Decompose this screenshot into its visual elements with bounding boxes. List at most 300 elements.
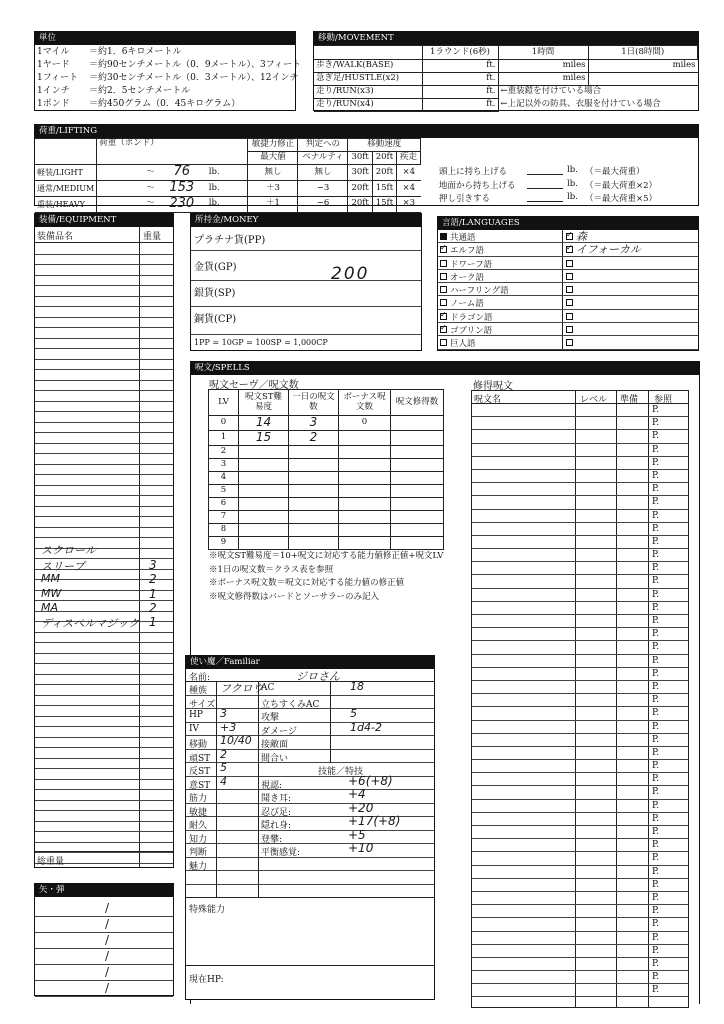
language-row (438, 270, 698, 283)
familiar-skill-value[interactable]: +10 (348, 841, 374, 855)
equipment-line (35, 338, 173, 339)
known-spell-row[interactable] (472, 786, 688, 799)
equipment-col-name: 装備品名 (37, 232, 74, 242)
lifting-unit: lb. (207, 165, 248, 181)
familiar-skill-value[interactable]: +4 (348, 787, 366, 801)
spell-dc[interactable] (239, 510, 289, 523)
spell-known[interactable] (391, 445, 444, 458)
spell-save-table (208, 389, 444, 550)
language-checkbox-custom[interactable] (566, 260, 573, 267)
known-spell-row[interactable] (472, 958, 688, 971)
movement-hour-unit[interactable]: miles (498, 73, 588, 86)
known-spell-page-prefix: P. (652, 747, 660, 758)
known-spell-row[interactable] (472, 800, 688, 813)
lift-note-label: 頭上に持ち上げる (439, 167, 508, 177)
familiar-ability-label: 魅力 (189, 861, 208, 872)
known-col-prep: 準備 (620, 395, 639, 405)
known-spell-page-prefix: P. (652, 536, 660, 547)
familiar-header: 使い魔／Familiar (186, 656, 434, 669)
known-spell-page-prefix: P. (652, 655, 660, 666)
lifting-col-check2: ペナルティ (298, 152, 348, 165)
known-spell-row[interactable] (472, 628, 688, 641)
spell-dc[interactable] (239, 497, 289, 510)
equipment-item-weight[interactable]: 3 (149, 558, 157, 572)
familiar-skill-label: 平衡感覚: (261, 848, 301, 858)
known-spell-row[interactable] (472, 945, 688, 958)
equipment-item-name[interactable]: スリープ (41, 560, 85, 573)
familiar-row (186, 858, 434, 872)
lifting-run: ×3 (397, 196, 421, 212)
movement-day-unit[interactable]: miles (588, 60, 698, 73)
familiar-divider (216, 682, 217, 898)
spell-known[interactable] (391, 416, 444, 431)
lifting-table (35, 138, 421, 213)
familiar-left-label: 種族 (189, 686, 208, 696)
lifting-speed-30: 30ft (348, 152, 372, 165)
known-spell-page-prefix: P. (652, 589, 660, 600)
known-spell-page-prefix: P. (652, 879, 660, 890)
language-checkbox-custom[interactable] (566, 286, 573, 293)
units-name: 1フィート (37, 73, 79, 83)
known-spell-page-prefix: P. (652, 510, 660, 521)
spell-known[interactable] (391, 510, 444, 523)
known-spell-row[interactable] (472, 589, 688, 602)
known-spells-title: 修得呪文 (473, 381, 513, 392)
equipment-header: 装備/EQUIPMENT (35, 214, 173, 227)
language-checkbox-custom[interactable] (566, 273, 573, 280)
lifting-check: 無し (298, 165, 348, 181)
known-spell-row[interactable] (472, 575, 688, 588)
equipment-line (35, 296, 173, 297)
known-spell-row[interactable] (472, 536, 688, 549)
known-spell-row[interactable] (472, 813, 688, 826)
spell-bonus[interactable] (339, 445, 391, 458)
spell-row (209, 523, 444, 536)
lift-note-formula: （＝最大荷重×2） (585, 180, 658, 191)
units-row (37, 85, 293, 98)
language-checkbox[interactable] (440, 286, 447, 293)
units-header: 単位 (35, 32, 295, 45)
movement-col-round: 1ラウンド(6秒) (422, 46, 498, 60)
language-checkbox-custom[interactable] (566, 313, 573, 320)
equipment-line (35, 380, 173, 381)
familiar-skill-value[interactable]: +5 (348, 827, 366, 842)
units-row (37, 59, 302, 72)
equipment-item-name[interactable]: スクロール (41, 544, 96, 557)
lifting-col-dex2: 最大値 (248, 152, 298, 165)
spell-known[interactable] (391, 536, 444, 549)
lifting-section (34, 124, 699, 211)
known-spell-page-prefix: P. (652, 418, 660, 429)
known-spell-row[interactable] (472, 404, 688, 417)
spell-dc[interactable] (239, 484, 289, 497)
lifting-run: ×4 (397, 165, 421, 181)
known-spell-page-prefix: P. (652, 958, 660, 969)
lifting-speed20: 15ft (372, 196, 396, 212)
known-spell-row[interactable] (472, 734, 688, 747)
lifting-check: −3 (298, 180, 348, 196)
familiar-row (186, 885, 434, 899)
units-value: ＝約30センチメートル（0．3メートル）、12インチ (89, 73, 299, 83)
ammo-row[interactable] (35, 917, 173, 933)
familiar-right-value[interactable]: 5 (350, 707, 357, 720)
movement-round-unit[interactable]: ft. (422, 99, 498, 112)
known-spell-row[interactable] (472, 747, 688, 760)
equipment-line (35, 495, 173, 496)
spell-dc[interactable] (239, 523, 289, 536)
language-checkbox-custom[interactable] (566, 233, 573, 240)
known-spell-row[interactable] (472, 892, 688, 905)
known-spell-row[interactable] (472, 549, 688, 562)
equipment-line (35, 831, 173, 832)
ammo-section (34, 883, 174, 996)
ammo-row[interactable] (35, 933, 173, 949)
spell-perday[interactable] (289, 445, 339, 458)
lifting-row (35, 196, 421, 212)
spell-bonus[interactable] (339, 484, 391, 497)
known-spell-page-prefix: P. (652, 576, 660, 587)
lifting-row (35, 180, 421, 196)
language-checkbox[interactable] (440, 326, 447, 333)
spell-dc[interactable] (239, 471, 289, 484)
known-spell-page-prefix: P. (652, 774, 660, 785)
spell-known[interactable] (391, 430, 444, 445)
known-spell-row[interactable] (472, 866, 688, 879)
ammo-row[interactable] (35, 949, 173, 965)
equipment-line (35, 432, 173, 433)
units-name: 1ポンド (37, 99, 70, 109)
movement-round-unit[interactable]: ft. (422, 86, 498, 99)
equipment-line (35, 506, 173, 507)
equipment-section (34, 213, 174, 868)
familiar-name-value[interactable]: ジロさん (296, 670, 340, 683)
lifting-col-weight: 荷重（ポンド） (97, 139, 248, 165)
familiar-skill-label: 視認: (261, 780, 283, 791)
spell-bonus[interactable] (339, 536, 391, 549)
known-spell-row[interactable] (472, 562, 688, 575)
language-checkbox[interactable] (440, 246, 447, 253)
lifting-weight-value[interactable]: 153 (157, 180, 207, 196)
spell-known[interactable] (391, 497, 444, 510)
spell-known[interactable] (391, 458, 444, 471)
lifting-dex: ＋3 (248, 180, 298, 196)
known-spell-row[interactable] (472, 879, 688, 892)
lift-note-blank[interactable] (527, 188, 563, 189)
language-checkbox-custom[interactable] (566, 246, 573, 253)
language-row (438, 336, 698, 349)
familiar-stats (186, 682, 434, 898)
language-checkbox[interactable] (440, 233, 447, 240)
language-checkbox[interactable] (440, 313, 447, 320)
spell-note: ※ボーナス呪文数＝呪文に対応する能力値の修正値 (209, 578, 405, 588)
units-value: ＝約90センチメートル（0．9メートル）、3フィート (89, 60, 302, 70)
equipment-item-name[interactable]: MA (41, 601, 59, 614)
language-checkbox[interactable] (440, 299, 447, 306)
known-spell-row[interactable] (472, 523, 688, 536)
known-spell-page-prefix: P. (652, 721, 660, 732)
spell-bonus[interactable] (339, 497, 391, 510)
spell-perday[interactable] (289, 536, 339, 549)
spell-dc[interactable] (239, 458, 289, 471)
familiar-skill-value[interactable]: +6(+8) (348, 773, 393, 788)
equipment-item-weight[interactable]: 1 (149, 615, 157, 629)
known-spell-row[interactable] (472, 852, 688, 865)
ammo-slash-icon: / (105, 965, 110, 979)
units-value: ＝約1．6キロメートル (89, 47, 182, 57)
ammo-header: 矢・弾 (35, 884, 173, 897)
spell-row (209, 471, 444, 484)
spell-perday[interactable] (289, 523, 339, 536)
spell-bonus[interactable] (339, 523, 391, 536)
equipment-line (35, 369, 173, 370)
language-checkbox-custom[interactable] (566, 326, 573, 333)
spell-bonus[interactable] (339, 471, 391, 484)
equipment-item-name[interactable]: ディスペルマジック (41, 617, 140, 630)
movement-round-unit[interactable]: ft. (422, 60, 498, 73)
equipment-line (35, 674, 173, 675)
equipment-line (35, 737, 173, 738)
known-spell-row[interactable] (472, 773, 688, 786)
familiar-skill-value[interactable]: +20 (348, 800, 374, 815)
language-custom-label[interactable]: 森 (576, 230, 587, 243)
known-col-name: 呪文名 (474, 395, 502, 405)
equipment-item-weight[interactable]: 2 (149, 572, 157, 586)
known-spells-table (471, 390, 689, 1008)
money-header: 所持金/MONEY (191, 214, 421, 227)
known-spell-page-prefix: P. (652, 761, 660, 772)
spell-perday[interactable] (289, 484, 339, 497)
lift-note-row (439, 179, 697, 193)
familiar-left-label: 反ST (189, 767, 211, 777)
units-name: 1インチ (37, 86, 70, 96)
known-spell-row[interactable] (472, 510, 688, 523)
known-spell-row[interactable] (472, 655, 688, 668)
spell-col-dc: 呪文ST難易度 (239, 390, 289, 416)
language-label: ゴブリン語 (450, 326, 493, 337)
known-spell-row[interactable] (472, 470, 688, 483)
lifting-speed30: 20ft (348, 180, 372, 196)
spell-perday[interactable]: 3 (289, 416, 339, 431)
familiar-right-value[interactable]: 1d4-2 (350, 720, 382, 734)
spell-lv: 1 (209, 430, 239, 445)
known-spell-row[interactable] (472, 694, 688, 707)
ammo-row[interactable] (35, 965, 173, 981)
known-spell-page-prefix: P. (652, 484, 660, 495)
money-gp-value[interactable]: 200 (331, 264, 370, 284)
spell-bonus[interactable] (339, 510, 391, 523)
familiar-skill-label: 聞き耳: (261, 794, 292, 804)
equipment-line (35, 810, 173, 811)
spell-perday[interactable]: 2 (289, 430, 339, 445)
known-spell-row[interactable] (472, 681, 688, 694)
movement-hour-unit[interactable]: miles (498, 60, 588, 73)
known-spell-row[interactable] (472, 417, 688, 430)
familiar-left-value[interactable]: フクロウ (220, 682, 264, 695)
spell-save-title: 呪文セーヴ／呪文数 (209, 380, 299, 391)
lift-note-blank[interactable] (527, 174, 563, 175)
spell-lv: 2 (209, 445, 239, 458)
spell-dc[interactable]: 15 (239, 430, 289, 445)
spell-dc[interactable] (239, 445, 289, 458)
spell-perday[interactable] (289, 510, 339, 523)
known-spell-row[interactable] (472, 707, 688, 720)
spell-dc[interactable]: 14 (239, 416, 289, 431)
language-checkbox[interactable] (440, 260, 447, 267)
ammo-row[interactable] (35, 981, 173, 997)
language-checkbox[interactable] (440, 339, 447, 346)
movement-row (314, 86, 698, 99)
language-label: ドラゴン語 (450, 312, 493, 323)
known-spell-row[interactable] (472, 984, 688, 997)
known-spell-page-prefix: P. (652, 985, 660, 996)
known-spell-page-prefix: P. (652, 827, 660, 837)
known-spell-row[interactable] (472, 483, 688, 496)
language-label: 共通語 (450, 233, 476, 243)
spell-known[interactable] (391, 484, 444, 497)
lifting-speed-20: 20ft (372, 152, 396, 165)
lifting-tilde: ～ (97, 196, 157, 212)
spell-lv: 6 (209, 497, 239, 510)
known-spell-row[interactable] (472, 826, 688, 839)
ammo-slash-icon: / (105, 949, 110, 963)
spell-bonus[interactable] (339, 458, 391, 471)
lifting-col-speed: 移動速度 (348, 139, 421, 152)
known-spell-page-prefix: P. (652, 813, 660, 824)
lifting-unit: lb. (207, 196, 248, 212)
equipment-item-weight[interactable]: 2 (149, 601, 157, 615)
familiar-right-value[interactable]: 18 (350, 680, 364, 693)
ammo-slash-icon: / (105, 901, 110, 915)
familiar-left-value[interactable]: 10/40 (220, 734, 252, 747)
known-spell-row[interactable] (472, 641, 688, 654)
equipment-line (35, 327, 173, 328)
spell-row (209, 458, 444, 471)
movement-header: 移動/MOVEMENT (314, 32, 698, 45)
language-row (438, 283, 698, 296)
movement-row (314, 73, 698, 86)
equipment-line (35, 821, 173, 822)
language-checkbox-custom[interactable] (566, 339, 573, 346)
spell-known[interactable] (391, 471, 444, 484)
equipment-item-name[interactable]: MW (41, 587, 62, 600)
spell-perday[interactable] (289, 471, 339, 484)
known-spell-row[interactable] (472, 602, 688, 615)
lifting-dex: ＋1 (248, 196, 298, 212)
movement-day-unit[interactable] (588, 73, 698, 86)
movement-label: 走り/RUN(x3) (314, 86, 422, 99)
known-spell-row[interactable] (472, 839, 688, 852)
known-spell-row[interactable] (472, 430, 688, 443)
equipment-line (35, 779, 173, 780)
known-col-level: レベル (580, 395, 608, 405)
spell-row (209, 430, 444, 445)
known-spell-row[interactable] (472, 721, 688, 734)
equipment-line (35, 758, 173, 759)
spell-bonus[interactable] (339, 430, 391, 445)
equipment-line (35, 411, 173, 412)
language-label: ノーム語 (450, 299, 484, 310)
familiar-skill-label: 忍び足: (261, 807, 292, 818)
spell-note: ※呪文ST難易度＝10+呪文に対応する能力値修正値+呪文LV (209, 551, 444, 561)
lift-note-blank[interactable] (527, 201, 563, 202)
lifting-row (35, 165, 421, 181)
equipment-item-weight[interactable]: 1 (149, 587, 157, 601)
ammo-lines (35, 897, 173, 995)
familiar-left-value[interactable]: 4 (220, 774, 227, 788)
familiar-right-label: 立ちすくみAC (261, 699, 320, 710)
known-spell-row[interactable] (472, 760, 688, 773)
known-spell-page-prefix: P. (652, 695, 660, 706)
ammo-row[interactable] (35, 901, 173, 917)
known-spell-row[interactable] (472, 444, 688, 457)
equipment-line (35, 768, 173, 769)
known-spell-page-prefix: P. (652, 892, 660, 903)
spell-perday[interactable] (289, 458, 339, 471)
language-checkbox[interactable] (440, 273, 447, 280)
equipment-item-name[interactable]: MM (41, 572, 60, 585)
known-spell-row[interactable] (472, 905, 688, 918)
language-checkbox-custom[interactable] (566, 299, 573, 306)
familiar-section (185, 655, 435, 1000)
language-custom-label[interactable]: イフォーカル (576, 243, 641, 257)
language-row (438, 323, 698, 336)
movement-round-unit[interactable]: ft. (422, 73, 498, 86)
languages-header: 言語/LANGUAGES (438, 217, 698, 230)
language-row (438, 296, 698, 309)
known-spell-row[interactable] (472, 668, 688, 681)
spell-dc[interactable] (239, 536, 289, 549)
spell-col-known: 呪文修得数 (391, 390, 444, 416)
movement-label: 急ぎ足/HUSTLE(x2) (314, 73, 422, 86)
spell-bonus[interactable]: 0 (339, 416, 391, 431)
known-spell-row[interactable] (472, 932, 688, 945)
spell-row (209, 536, 444, 549)
lifting-weight-value[interactable]: 76 (157, 165, 207, 181)
spell-perday[interactable] (289, 497, 339, 510)
known-spell-row[interactable] (472, 615, 688, 628)
familiar-left-value[interactable]: 3 (220, 707, 227, 720)
known-spell-page-prefix: P. (652, 550, 660, 561)
familiar-skill-label: 隠れ身: (261, 821, 292, 831)
lift-note-row (439, 192, 697, 206)
equipment-line (35, 789, 173, 790)
spell-col-perday: 一日の呪文数 (289, 390, 339, 416)
lifting-weight-value[interactable]: 230 (157, 196, 207, 212)
lift-note-label: 地面から持ち上げる (439, 180, 516, 191)
familiar-skill-value[interactable]: +17(+8) (348, 814, 401, 828)
known-spell-row[interactable] (472, 918, 688, 931)
known-spell-row[interactable] (472, 971, 688, 984)
familiar-left-value[interactable]: +3 (220, 720, 237, 734)
familiar-ability-label: 耐久 (189, 821, 208, 831)
language-label: 巨人語 (450, 339, 476, 350)
spell-known[interactable] (391, 523, 444, 536)
equipment-line (35, 306, 173, 307)
units-name: 1ヤード (37, 60, 70, 70)
known-spell-rows (472, 404, 688, 997)
known-spell-row[interactable] (472, 496, 688, 509)
familiar-left-value[interactable]: 5 (220, 761, 227, 774)
spell-row (209, 445, 444, 458)
equipment-line (35, 254, 173, 255)
units-list (37, 46, 302, 111)
known-spell-row[interactable] (472, 457, 688, 470)
familiar-left-value[interactable]: 2 (220, 747, 227, 761)
known-spell-page-prefix: P. (652, 866, 660, 877)
lifting-col-dex: 敏捷力修正 (248, 139, 298, 152)
familiar-hp-label: 現在HP: (189, 975, 224, 985)
language-label: エルフ語 (450, 246, 485, 257)
